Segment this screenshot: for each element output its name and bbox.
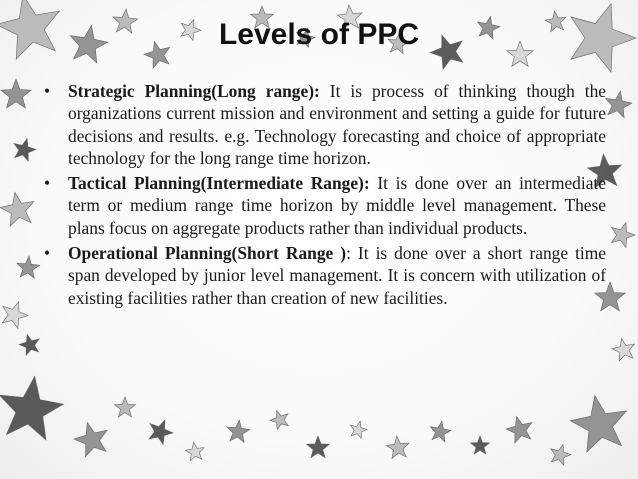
- description-tactical: It is done over an intermediate term or medium range time horizon by middle level management. These plans focus on aggregate products rather than individual products.: [68, 173, 606, 238]
- bullet-marker: •: [44, 81, 51, 101]
- star-icon: [270, 411, 288, 430]
- list-item-tactical: [44, 172, 606, 239]
- star-icon: [471, 436, 490, 454]
- list-item-strategic: [44, 80, 606, 169]
- star-icon: [17, 256, 40, 278]
- star-icon: [551, 444, 571, 465]
- term-operational: Operational Planning(Short Range ): [68, 243, 347, 264]
- star-icon: [14, 138, 36, 161]
- star-icon: [19, 334, 39, 355]
- bullet-marker: •: [44, 173, 51, 194]
- description-operational: : It is done over a short range time span developed by junior level management. It is concern with utilization of existing facilities rather than creation of new facilities.: [68, 243, 606, 308]
- star-icon: [506, 416, 532, 443]
- star-icon: [612, 223, 636, 248]
- star-icon: [570, 396, 626, 453]
- star-icon: [227, 420, 250, 442]
- star-icon: [0, 376, 63, 440]
- star-icon: [0, 192, 34, 226]
- star-icon: [149, 420, 173, 445]
- star-icon: [612, 338, 634, 361]
- term-tactical: Tactical Planning(Intermediate Range):: [68, 173, 370, 194]
- star-icon: [74, 423, 107, 457]
- star-icon: [307, 436, 330, 458]
- star-icon: [606, 91, 632, 117]
- star-icon: [115, 397, 136, 417]
- bullet-marker: •: [44, 243, 51, 264]
- star-icon: [430, 421, 451, 442]
- star-icon: [350, 421, 367, 438]
- star-icon: [386, 436, 409, 458]
- list-item-operational: [44, 242, 606, 309]
- description-strategic: It is process of thinking though the organizations current mission and environment and setting a guide for future decisions and results. e.g. Technology forecasting and choice of appropriate technology for the long range time horizon.: [68, 81, 606, 168]
- star-icon: [2, 302, 28, 329]
- term-strategic: Strategic Planning(Long range):: [68, 81, 320, 101]
- star-icon: [1, 79, 31, 108]
- bullet-list: [44, 80, 606, 312]
- star-icon: [185, 442, 204, 461]
- slide-title: Levels of PPC: [218, 18, 420, 51]
